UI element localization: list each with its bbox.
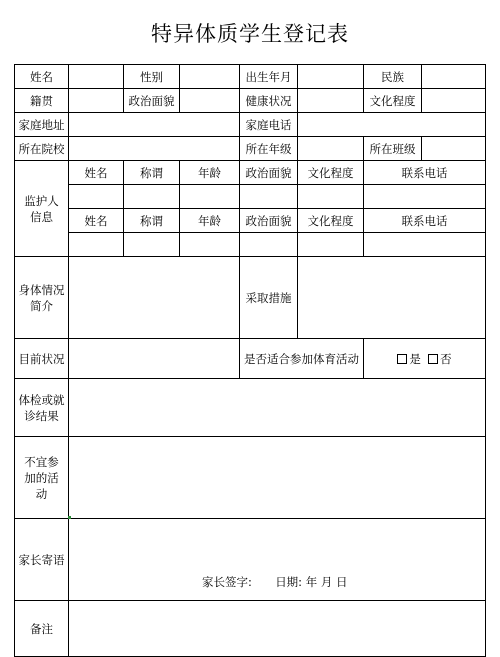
field-current-status[interactable]	[69, 339, 240, 379]
guardian-col-education: 文化程度	[298, 209, 364, 233]
label-grade: 所在年级	[240, 137, 298, 161]
guardian1-political[interactable]	[240, 185, 298, 209]
row-guardian-header-2	[15, 209, 486, 233]
label-birth: 出生年月	[240, 65, 298, 89]
guardian-col-age: 年龄	[180, 209, 240, 233]
date-label: 日期: 年 月 日	[275, 575, 348, 589]
field-parent-message[interactable]	[69, 519, 486, 601]
guardian-col-education: 文化程度	[298, 161, 364, 185]
row-current-status	[15, 339, 486, 379]
guardian-col-relation: 称谓	[124, 161, 180, 185]
label-guardian-info: 监护人信息	[15, 161, 69, 257]
field-political-status[interactable]	[180, 89, 240, 113]
option-yes[interactable]: 是	[397, 352, 421, 366]
row-unsuitable	[15, 437, 486, 519]
field-remarks[interactable]	[69, 601, 486, 657]
form-title: 特异体质学生登记表	[151, 22, 349, 46]
guardian1-age[interactable]	[180, 185, 240, 209]
field-grade[interactable]	[298, 137, 364, 161]
guardian2-education[interactable]	[298, 233, 364, 257]
field-name[interactable]	[69, 65, 124, 89]
field-class[interactable]	[422, 137, 486, 161]
field-ethnicity[interactable]	[422, 65, 486, 89]
guardian-col-political: 政治面貌	[240, 161, 298, 185]
guardian-col-political: 政治面貌	[240, 209, 298, 233]
field-unsuitable-activities[interactable]	[69, 437, 486, 519]
row-parent-message	[15, 519, 486, 601]
field-birth[interactable]	[298, 65, 364, 89]
guardian1-relation[interactable]	[124, 185, 180, 209]
guardian2-phone[interactable]	[364, 233, 486, 257]
label-unsuitable-activities: 不宜参加的活动	[15, 437, 69, 519]
option-no[interactable]: 否	[428, 352, 452, 366]
label-sports-suitable: 是否适合参加体育活动	[240, 339, 364, 379]
guardian-col-age: 年龄	[180, 161, 240, 185]
row-guardian-data-1	[15, 185, 486, 209]
label-education: 文化程度	[364, 89, 422, 113]
row-school	[15, 137, 486, 161]
label-ethnicity: 民族	[364, 65, 422, 89]
sports-suitable-options	[364, 339, 486, 379]
row-address	[15, 113, 486, 137]
registration-form-table	[14, 64, 486, 657]
label-native-place: 籍贯	[15, 89, 69, 113]
checkbox-no-icon[interactable]	[428, 354, 438, 364]
label-name: 姓名	[15, 65, 69, 89]
checkbox-yes-icon[interactable]	[397, 354, 407, 364]
field-health[interactable]	[298, 89, 364, 113]
label-political-status: 政治面貌	[124, 89, 180, 113]
guardian1-name[interactable]	[69, 185, 124, 209]
guardian1-phone[interactable]	[364, 185, 486, 209]
field-physical[interactable]	[69, 257, 240, 339]
row-guardian-header-1	[15, 161, 486, 185]
cell-marker	[68, 516, 71, 519]
guardian2-political[interactable]	[240, 233, 298, 257]
label-measures: 采取措施	[240, 257, 298, 339]
field-measures[interactable]	[298, 257, 486, 339]
field-education[interactable]	[422, 89, 486, 113]
row-basic-1	[15, 65, 486, 89]
field-school[interactable]	[69, 137, 240, 161]
label-remarks: 备注	[15, 601, 69, 657]
label-health: 健康状况	[240, 89, 298, 113]
field-exam-result[interactable]	[69, 379, 486, 437]
label-physical: 身体情况简介	[15, 257, 69, 339]
field-home-phone[interactable]	[298, 113, 486, 137]
field-native-place[interactable]	[69, 89, 124, 113]
guardian-col-relation: 称谓	[124, 209, 180, 233]
label-school: 所在院校	[15, 137, 69, 161]
guardian-col-phone: 联系电话	[364, 161, 486, 185]
parent-signature-label: 家长签字:	[202, 575, 252, 589]
guardian2-name[interactable]	[69, 233, 124, 257]
field-gender[interactable]	[180, 65, 240, 89]
row-basic-2	[15, 89, 486, 113]
label-home-address: 家庭地址	[15, 113, 69, 137]
row-exam-result	[15, 379, 486, 437]
row-physical	[15, 257, 486, 339]
guardian-col-name: 姓名	[69, 161, 124, 185]
label-gender: 性别	[124, 65, 180, 89]
row-remarks	[15, 601, 486, 657]
row-guardian-data-2	[15, 233, 486, 257]
guardian-col-name: 姓名	[69, 209, 124, 233]
label-parent-message: 家长寄语	[15, 519, 69, 601]
guardian2-age[interactable]	[180, 233, 240, 257]
guardian1-education[interactable]	[298, 185, 364, 209]
field-home-address[interactable]	[69, 113, 240, 137]
label-current-status: 目前状况	[15, 339, 69, 379]
label-exam-result: 体检或就诊结果	[15, 379, 69, 437]
guardian2-relation[interactable]	[124, 233, 180, 257]
label-home-phone: 家庭电话	[240, 113, 298, 137]
label-class: 所在班级	[364, 137, 422, 161]
guardian-col-phone: 联系电话	[364, 209, 486, 233]
